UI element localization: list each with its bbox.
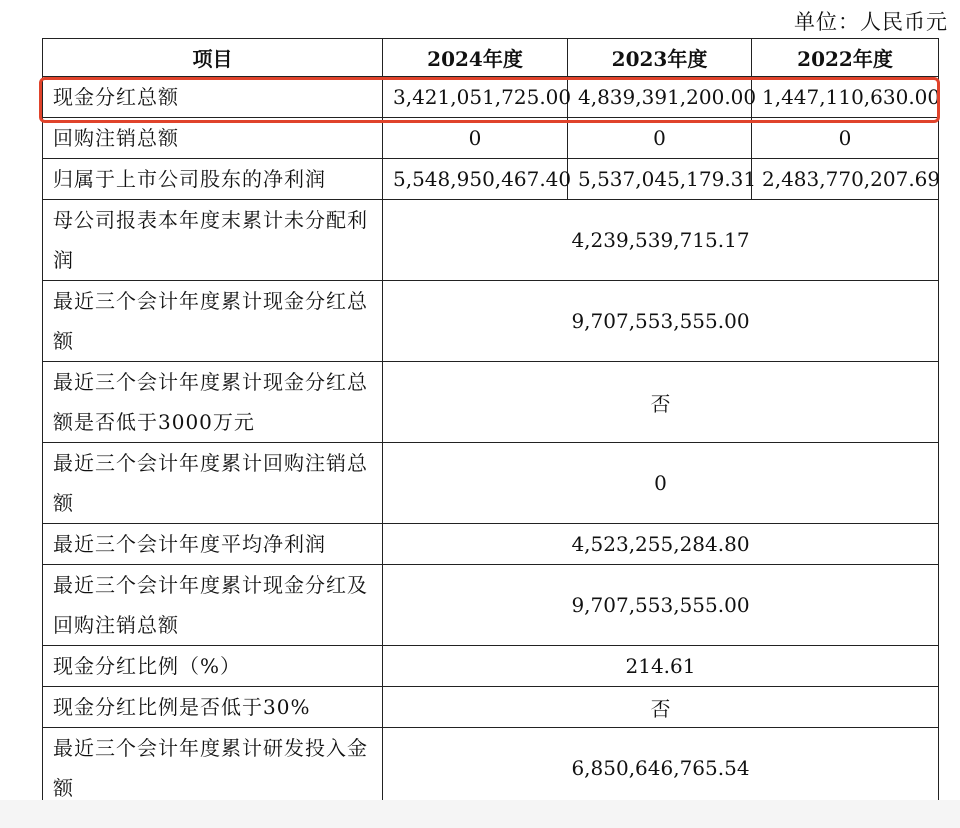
dividend-table: [42, 38, 939, 809]
unit-label: 单位：人民币元: [794, 10, 948, 34]
cell-2024: 5,548,950,467.40: [383, 159, 568, 200]
merged-value: 4,523,255,284.80: [383, 524, 939, 565]
row-label: 现金分红比例是否低于30%: [43, 687, 383, 728]
table-row-cumulative-cash-dividend: [43, 281, 939, 362]
table-row-avg-net-profit: [43, 524, 939, 565]
page-bottom-strip: [0, 800, 960, 828]
cell-2024: 0: [383, 118, 568, 159]
row-label: 最近三个会计年度累计研发投入金额: [43, 728, 383, 809]
cell-2023: 4,839,391,200.00: [568, 77, 752, 118]
cell-2024: 3,421,051,725.00: [383, 77, 568, 118]
table-row-undistributed-profit: [43, 200, 939, 281]
table-row-rd-investment: [43, 728, 939, 809]
table-row-below-30m: [43, 362, 939, 443]
merged-value: 214.61: [383, 646, 939, 687]
header-2022: 2022年度: [752, 39, 939, 77]
table-row-dividend-ratio: [43, 646, 939, 687]
row-label: 现金分红比例（%）: [43, 646, 383, 687]
merged-value: 9,707,553,555.00: [383, 565, 939, 646]
merged-value: 否: [383, 362, 939, 443]
table-row-ratio-below-30: [43, 687, 939, 728]
table-row-cash-dividend-total: [43, 77, 939, 118]
row-label: 归属于上市公司股东的净利润: [43, 159, 383, 200]
row-label: 最近三个会计年度累计现金分红总额是否低于3000万元: [43, 362, 383, 443]
cell-2023: 5,537,045,179.31: [568, 159, 752, 200]
row-label: 最近三个会计年度平均净利润: [43, 524, 383, 565]
table-row-buyback-cancel-total: [43, 118, 939, 159]
cell-2023: 0: [568, 118, 752, 159]
table-row-cumulative-dividend-buyback: [43, 565, 939, 646]
row-label: 最近三个会计年度累计现金分红总额: [43, 281, 383, 362]
row-label: 回购注销总额: [43, 118, 383, 159]
merged-value: 6,850,646,765.54: [383, 728, 939, 809]
header-2023: 2023年度: [568, 39, 752, 77]
row-label: 现金分红总额: [43, 77, 383, 118]
cell-2022: 2,483,770,207.69: [752, 159, 939, 200]
row-label: 最近三个会计年度累计回购注销总额: [43, 443, 383, 524]
merged-value: 0: [383, 443, 939, 524]
table-row-cumulative-buyback: [43, 443, 939, 524]
header-2024: 2024年度: [383, 39, 568, 77]
row-label: 母公司报表本年度末累计未分配利润: [43, 200, 383, 281]
header-item: 项目: [43, 39, 383, 77]
merged-value: 9,707,553,555.00: [383, 281, 939, 362]
cell-2022: 0: [752, 118, 939, 159]
cell-2022: 1,447,110,630.00: [752, 77, 939, 118]
merged-value: 4,239,539,715.17: [383, 200, 939, 281]
row-label: 最近三个会计年度累计现金分红及回购注销总额: [43, 565, 383, 646]
table-header-row: [43, 39, 939, 77]
table-row-net-profit: [43, 159, 939, 200]
merged-value: 否: [383, 687, 939, 728]
